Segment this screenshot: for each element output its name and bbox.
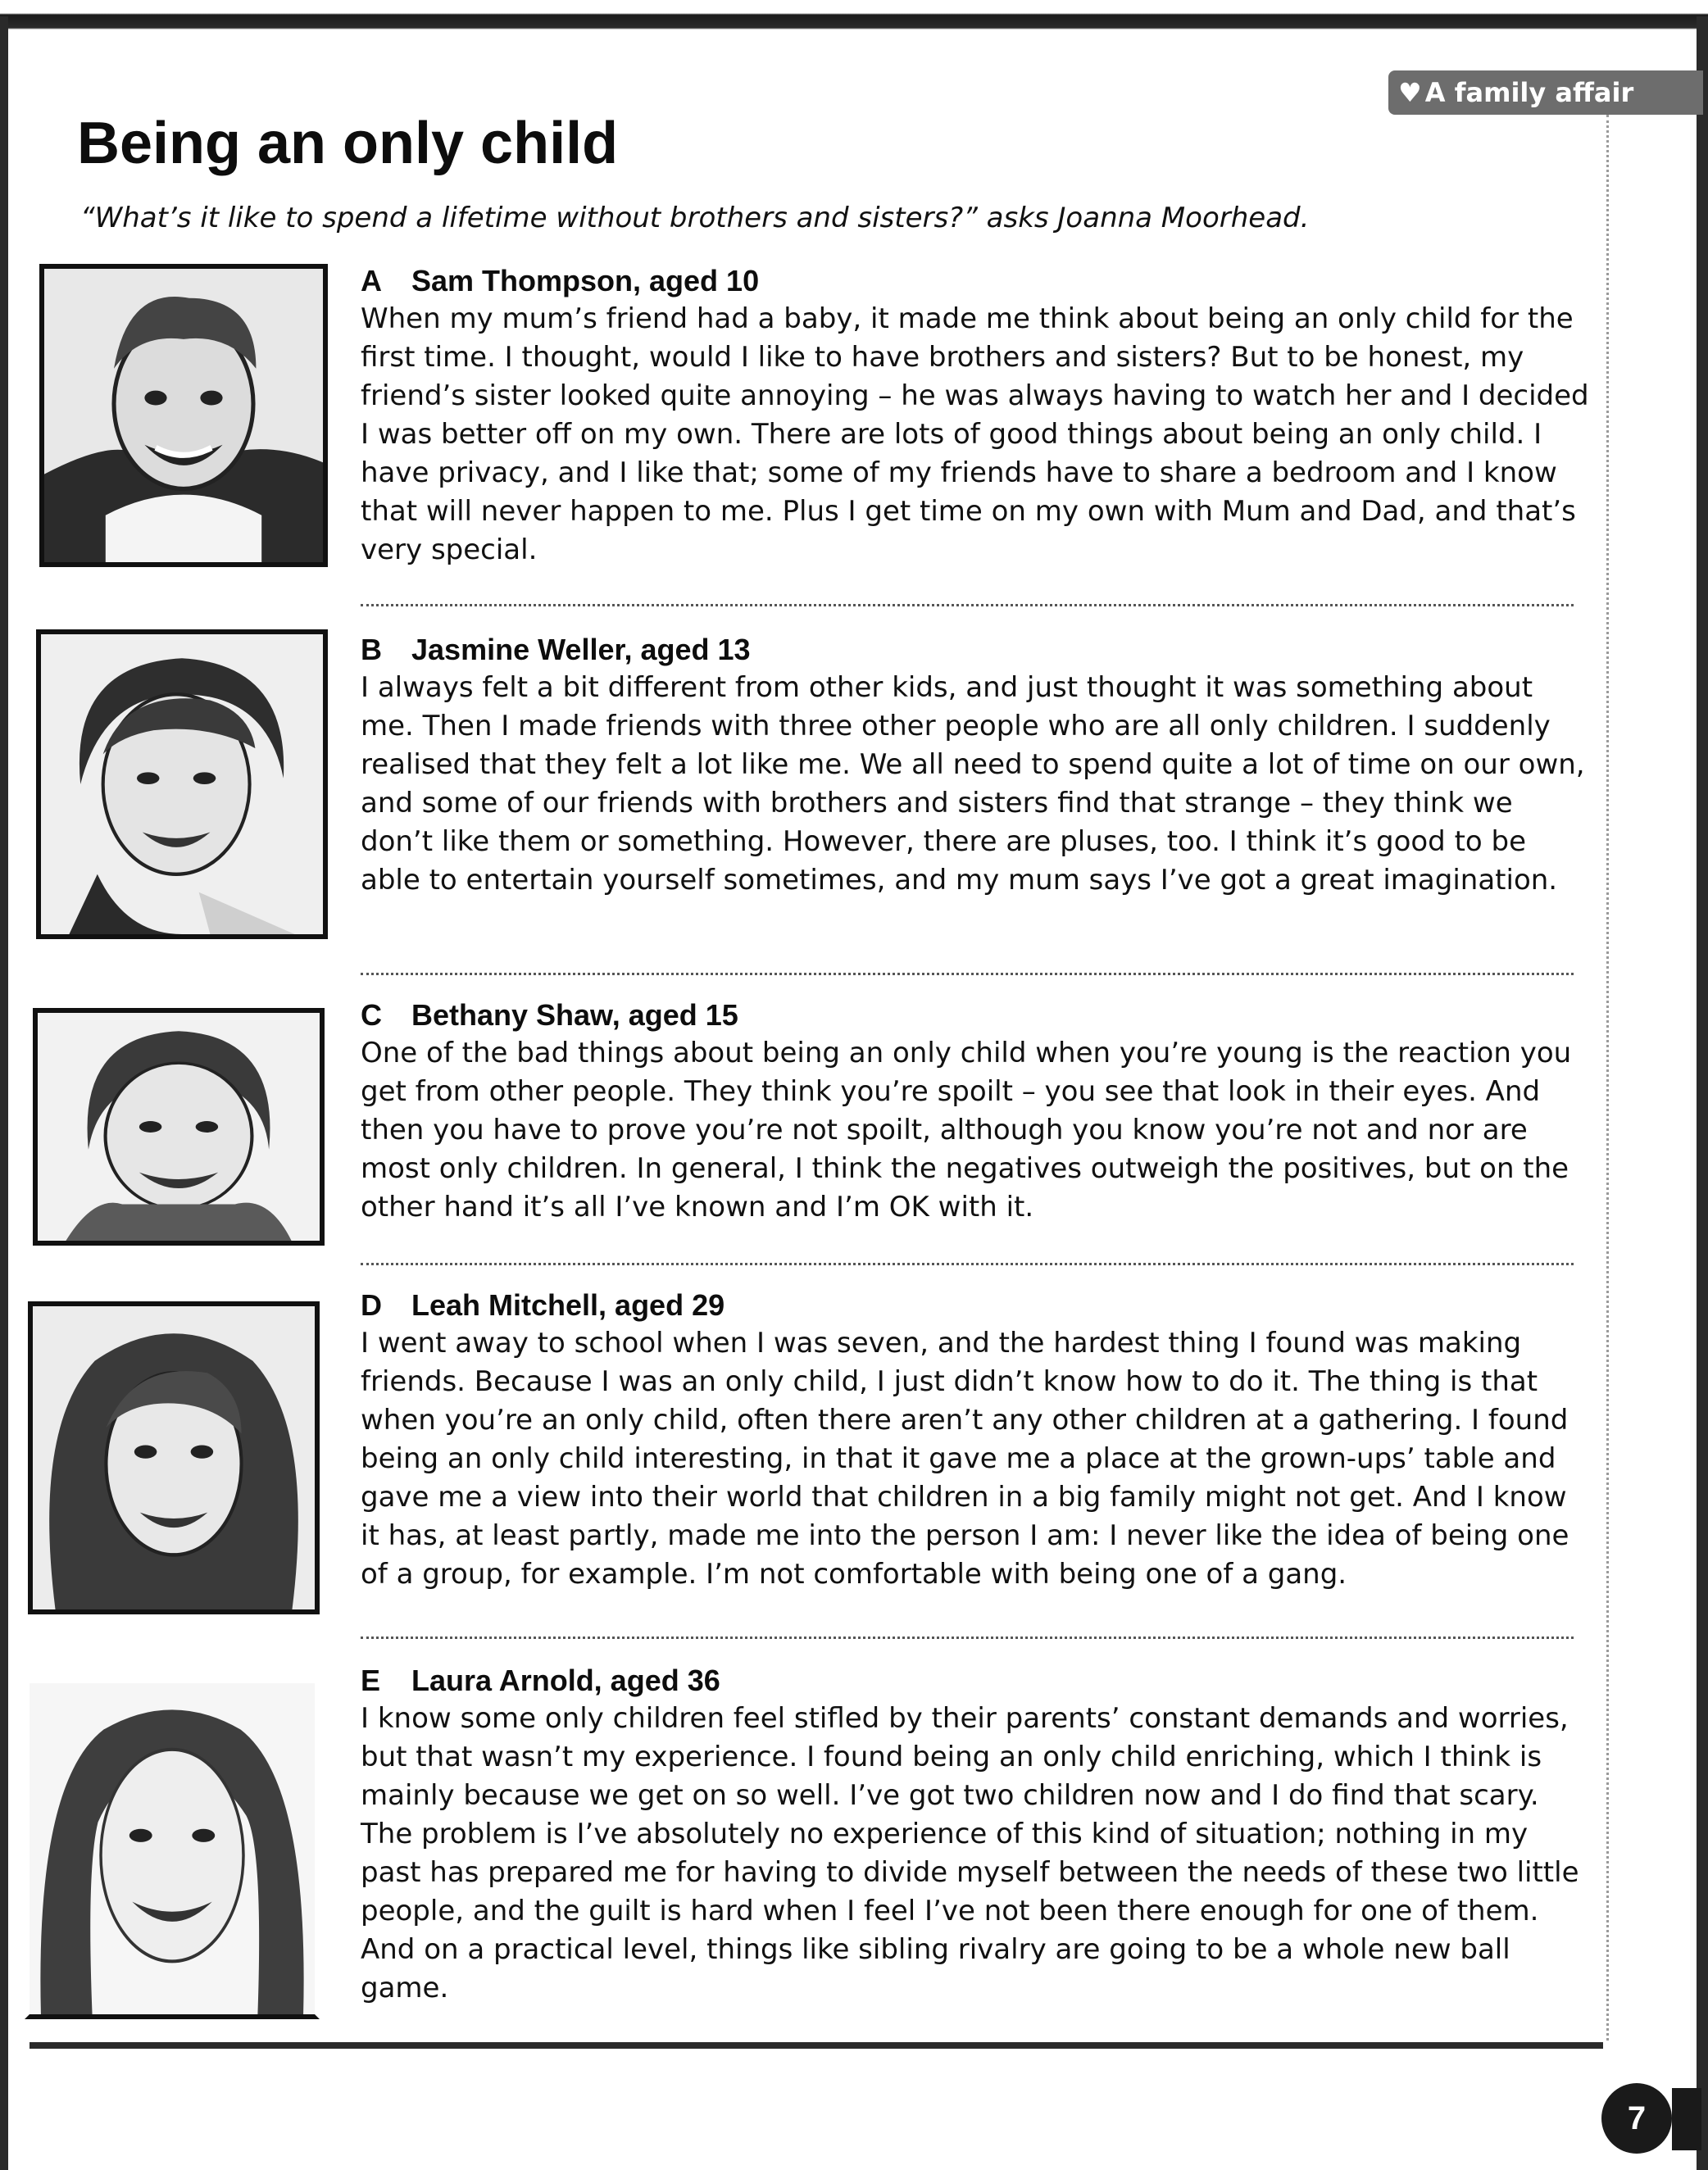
profile-entry-e xyxy=(361,1662,1590,2008)
profile-entry-d xyxy=(361,1287,1590,1594)
divider xyxy=(361,1263,1574,1265)
page-title: Being an only child xyxy=(77,111,619,176)
profile-entry-c xyxy=(361,996,1590,1227)
section-tag xyxy=(1388,70,1703,115)
page-edge-mark xyxy=(1672,2088,1701,2150)
profile-name: Jasmine Weller, aged 13 xyxy=(411,633,751,666)
profile-entry-b xyxy=(361,631,1590,900)
profile-text: When my mum’s friend had a baby, it made me think about being an only child for the first time. I thought, would I like to have brothers and sisters? But to be honest, my friend’s sister looked quite annoying – he was always having to watch her and I decided I was better off on my own. There are lots of good things about being an only child. I have privacy, and I like that; some of my friends have to share a bedroom and I know that will never happen to me. Plus I get time on my own with Mum and Dad, and that’s very special. xyxy=(361,302,1589,566)
page-number: 7 xyxy=(1601,2083,1672,2154)
profile-text: I know some only children feel stifled by their parents’ constant demands and worries, but that wasn’t my experience. I found being an only child enriching, which I think is mainly because we get on so well. I’ve got two children now and I do find that scary. The problem is I’ve absolutely no experience of this kind of situation; nothing in my past has prepared me for having to divide myself between the needs of these two little people, and the guilt is hard when I feel I’ve not been there enough for one of them. And on a practical level, things like sibling rivalry are going to be a whole new ball game. xyxy=(361,1702,1579,2004)
girl-portrait-icon xyxy=(41,634,323,934)
divider xyxy=(361,604,1574,606)
profile-letter: E xyxy=(361,1664,381,1697)
portrait-photo-d xyxy=(28,1301,320,1614)
profile-text: I always felt a bit different from other kids, and just thought it was something about me. Then I made friends with three other people who are all only children. I suddenly realised that they felt a lot like me. We all need to spend quite a lot of time on our own, and some of our friends with brothers and sisters find that strange – they think we don’t like them or something. However, there are pluses, too. I think it’s good to be able to entertain yourself sometimes, and my mum says I’ve got a great imagination. xyxy=(361,671,1585,897)
profile-text: I went away to school when I was seven, and the hardest thing I found was making friends. Because I was an only child, I just didn’t know how to do it. The thing is that when you’re an only child, often there aren’t any other children at a gathering. I found being an only child interesting, in that it gave me a place at the grown-ups’ table and gave me a view into their world that children in a big family might not get. And I know it has, at least partly, made me into the person I am: I never like the idea of being one of a group, for example. I’m not comfortable with being one of a gang. xyxy=(361,1327,1569,1591)
portrait-photo-e xyxy=(25,1678,320,2019)
portrait-photo-c xyxy=(33,1008,325,1246)
teen-girl-portrait-icon xyxy=(38,1013,320,1241)
page-edge-top xyxy=(0,0,1708,33)
profile-heading xyxy=(361,631,1590,669)
profile-name: Sam Thompson, aged 10 xyxy=(411,264,760,297)
divider xyxy=(361,1637,1574,1639)
profile-letter: A xyxy=(361,264,382,297)
profile-heading xyxy=(361,996,1590,1034)
section-tag-label: A family affair xyxy=(1424,77,1634,108)
page-edge-right xyxy=(1697,16,1708,2170)
profile-letter: D xyxy=(361,1288,382,1322)
profile-letter: B xyxy=(361,633,382,666)
profile-entry-a xyxy=(361,262,1590,570)
portrait-photo-a xyxy=(39,264,328,567)
profile-heading xyxy=(361,1662,1590,1700)
boy-portrait-icon xyxy=(44,269,323,562)
profile-heading xyxy=(361,262,1590,300)
profile-name: Leah Mitchell, aged 29 xyxy=(411,1288,725,1322)
heart-icon: ♥ xyxy=(1398,77,1422,108)
profile-heading xyxy=(361,1287,1590,1324)
margin-rule xyxy=(1606,115,1611,2041)
profile-letter: C xyxy=(361,998,382,1032)
profile-name: Bethany Shaw, aged 15 xyxy=(411,998,738,1032)
page-subtitle: “What’s it like to spend a lifetime without brothers and sisters?” asks Joanna Moorhead. xyxy=(80,202,1310,234)
profile-text: One of the bad things about being an only child when you’re young is the reaction you get from other people. They think you’re spoilt – you see that look in their eyes. And then you have to prove you’re not spoilt, although you know you’re not and nor are most only children. In general, I think the negatives outweigh the positives, but on the other hand it’s all I’ve known and I’m OK with it. xyxy=(361,1037,1572,1223)
profile-name: Laura Arnold, aged 36 xyxy=(411,1664,720,1697)
woman-portrait-icon xyxy=(33,1306,315,1609)
woman-portrait-icon xyxy=(30,1683,315,2014)
portrait-photo-b xyxy=(36,629,328,939)
bottom-rule xyxy=(30,2042,1603,2049)
page-edge-left xyxy=(0,16,8,2170)
divider xyxy=(361,973,1574,975)
